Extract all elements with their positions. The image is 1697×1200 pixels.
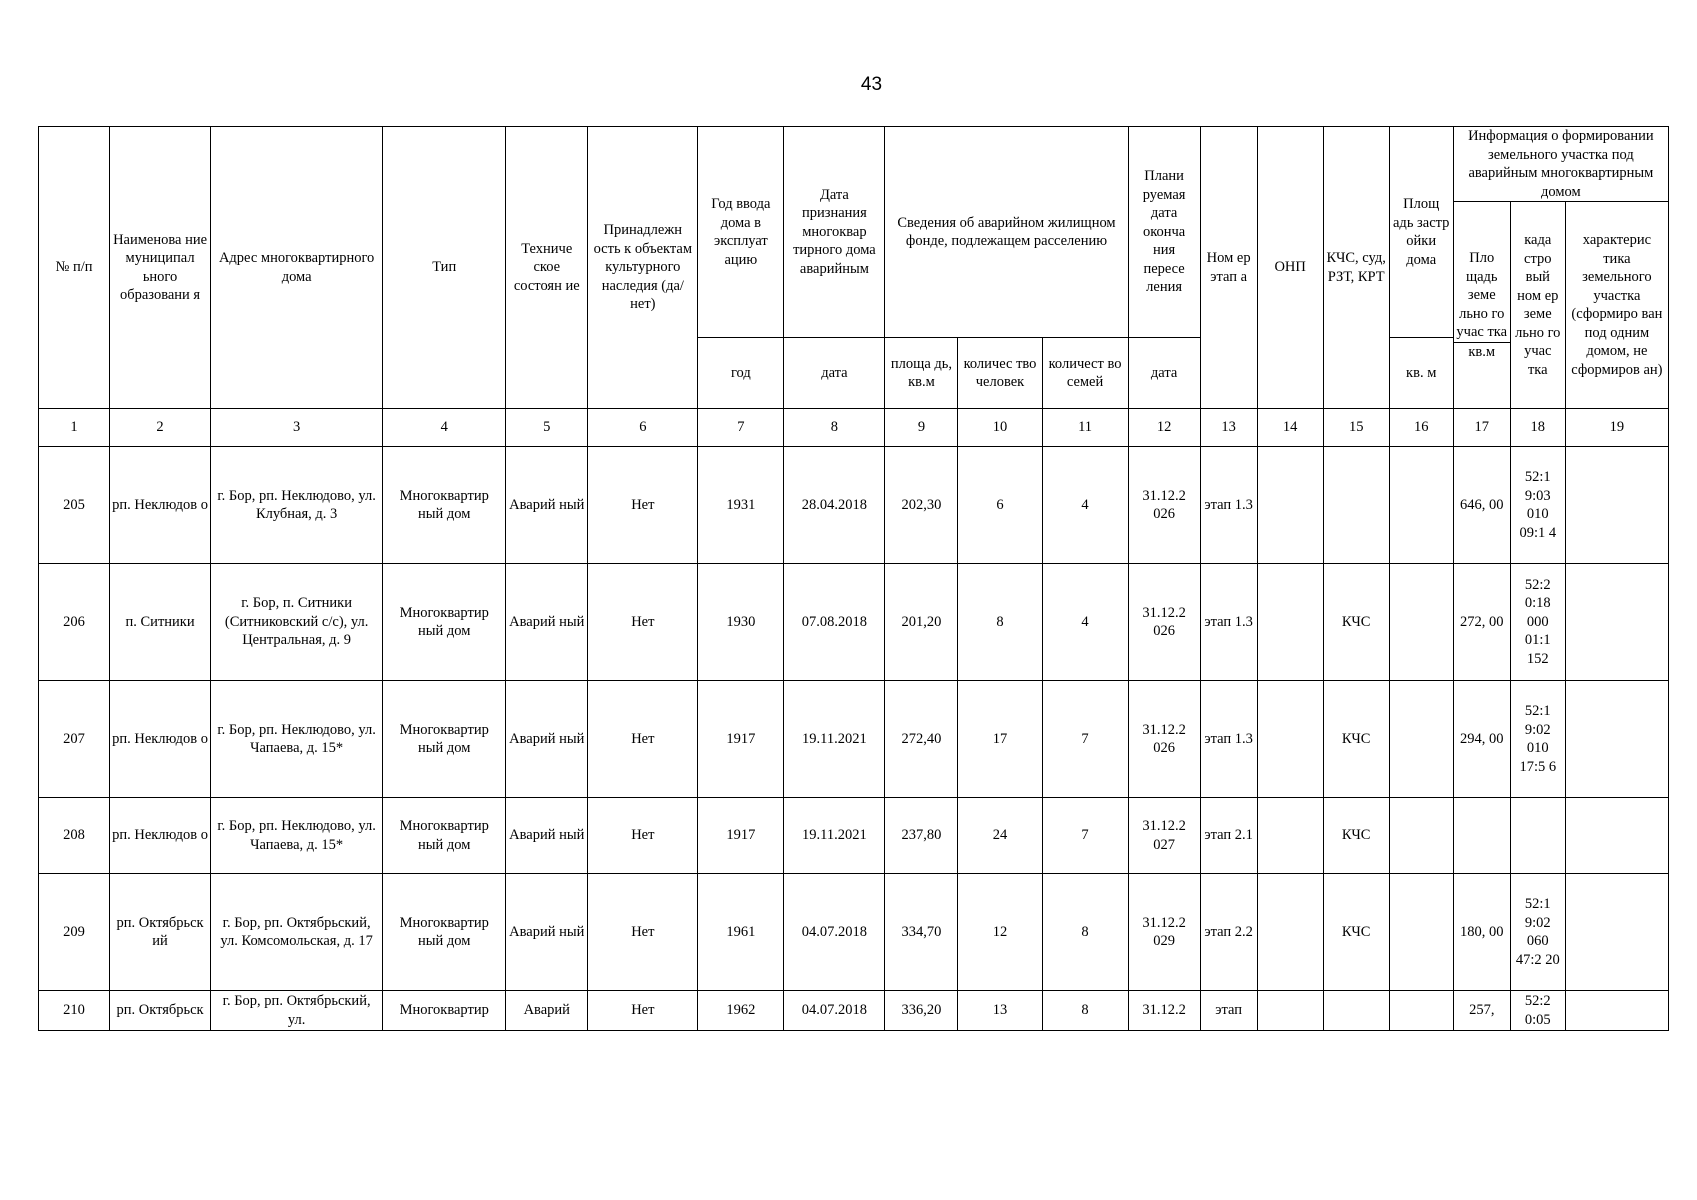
cell-land-area: 294, 00 <box>1453 681 1510 798</box>
table-body <box>39 409 1669 1031</box>
cell-land-area: 646, 00 <box>1453 447 1510 564</box>
cell-addr: г. Бор, рп. Неклюдово, ул. Клубная, д. 3 <box>211 447 383 564</box>
cell-cadastral: 52:1 9:02 060 47:2 20 <box>1510 874 1565 991</box>
cell-area: 201,20 <box>885 564 958 681</box>
subheader-area: площа дь, кв.м <box>885 338 958 409</box>
column-number: 4 <box>383 409 506 447</box>
cell-mo: рп. Неклюдов о <box>110 447 211 564</box>
cell-year: 1917 <box>698 681 784 798</box>
cell-kchs <box>1323 991 1389 1031</box>
cell-families: 4 <box>1042 447 1128 564</box>
cell-mo: рп. Неклюдов о <box>110 681 211 798</box>
cell-type: Многоквартир <box>383 991 506 1031</box>
cell-year: 1962 <box>698 991 784 1031</box>
cell-families: 8 <box>1042 874 1128 991</box>
table-row <box>39 991 1669 1031</box>
header-building-area: Площ адь застр ойки дома <box>1389 127 1453 338</box>
cell-date: 28.04.2018 <box>784 447 885 564</box>
cell-type: Многоквартир ный дом <box>383 564 506 681</box>
cell-kchs: КЧС <box>1323 874 1389 991</box>
cell-mo: рп. Октябрьск <box>110 991 211 1031</box>
cell-build-area <box>1389 991 1453 1031</box>
cell-heritage: Нет <box>588 681 698 798</box>
cell-cadastral: 52:1 9:02 010 17:5 6 <box>1510 681 1565 798</box>
cell-heritage: Нет <box>588 798 698 874</box>
table-row <box>39 798 1669 874</box>
cell-year: 1961 <box>698 874 784 991</box>
cell-state: Аварий ный <box>506 564 588 681</box>
cell-n: 205 <box>39 447 110 564</box>
cell-cadastral <box>1510 798 1565 874</box>
cell-stage: этап 1.3 <box>1200 447 1257 564</box>
header-number: № п/п <box>39 127 110 409</box>
header-stage: Ном ер этап а <box>1200 127 1257 409</box>
cell-build-area <box>1389 874 1453 991</box>
cell-build-area <box>1389 681 1453 798</box>
subheader-planned-date: дата <box>1128 338 1200 409</box>
cell-land-char <box>1565 991 1668 1031</box>
column-number: 18 <box>1510 409 1565 447</box>
column-number: 1 <box>39 409 110 447</box>
emergency-housing-table <box>38 126 1669 1031</box>
column-number: 3 <box>211 409 383 447</box>
cell-heritage: Нет <box>588 564 698 681</box>
column-number: 16 <box>1389 409 1453 447</box>
header-type: Тип <box>383 127 506 409</box>
cell-year: 1931 <box>698 447 784 564</box>
cell-area: 272,40 <box>885 681 958 798</box>
header-fund-info: Сведения об аварийном жилищном фонде, подлежащем расселению <box>885 127 1128 338</box>
cell-kchs: КЧС <box>1323 681 1389 798</box>
cell-area: 237,80 <box>885 798 958 874</box>
cell-stage: этап 2.1 <box>1200 798 1257 874</box>
cell-people: 17 <box>958 681 1042 798</box>
cell-land-area <box>1453 798 1510 874</box>
cell-area: 336,20 <box>885 991 958 1031</box>
cell-people: 13 <box>958 991 1042 1031</box>
table-row <box>39 447 1669 564</box>
cell-state: Аварий ный <box>506 447 588 564</box>
cell-state: Аварий ный <box>506 874 588 991</box>
column-number: 5 <box>506 409 588 447</box>
header-tech-state: Техниче ское состоян ие <box>506 127 588 409</box>
cell-heritage: Нет <box>588 447 698 564</box>
cell-date: 04.07.2018 <box>784 991 885 1031</box>
land-area-unit: кв.м <box>1454 342 1510 362</box>
header-land-area: Пло щадь земе льно го учас тка кв.м <box>1453 202 1510 409</box>
cell-n: 206 <box>39 564 110 681</box>
cell-land-char <box>1565 874 1668 991</box>
column-number: 8 <box>784 409 885 447</box>
cell-kchs: КЧС <box>1323 798 1389 874</box>
cell-state: Аварий ный <box>506 681 588 798</box>
cell-area: 334,70 <box>885 874 958 991</box>
header-onp: ОНП <box>1257 127 1323 409</box>
cell-n: 210 <box>39 991 110 1031</box>
cell-addr: г. Бор, рп. Неклюдово, ул. Чапаева, д. 15* <box>211 681 383 798</box>
cell-stage: этап <box>1200 991 1257 1031</box>
header-cadastral: када стро вый ном ер земе льно го учас тка <box>1510 202 1565 409</box>
column-number: 11 <box>1042 409 1128 447</box>
header-municipality: Наименова ние муниципал ьного образовани я <box>110 127 211 409</box>
header-land-info: Информация о формировании земельного участка под аварийным многоквартирным домом <box>1453 127 1668 202</box>
cell-onp <box>1257 681 1323 798</box>
cell-mo: п. Ситники <box>110 564 211 681</box>
cell-addr: г. Бор, п. Ситники (Ситниковский с/с), ул. Центральная, д. 9 <box>211 564 383 681</box>
cell-plan: 31.12.2 026 <box>1128 681 1200 798</box>
table-header <box>39 127 1669 409</box>
cell-plan: 31.12.2 026 <box>1128 564 1200 681</box>
cell-mo: рп. Октябрьск ий <box>110 874 211 991</box>
cell-stage: этап 2.2 <box>1200 874 1257 991</box>
cell-plan: 31.12.2 <box>1128 991 1200 1031</box>
table-row <box>39 874 1669 991</box>
cell-onp <box>1257 564 1323 681</box>
subheader-building-area-unit: кв. м <box>1389 338 1453 409</box>
header-heritage: Принадлежн ость к объектам культурного наследия (да/нет) <box>588 127 698 409</box>
cell-heritage: Нет <box>588 874 698 991</box>
cell-stage: этап 1.3 <box>1200 564 1257 681</box>
table-row <box>39 681 1669 798</box>
table-row <box>39 564 1669 681</box>
cell-cadastral: 52:1 9:03 010 09:1 4 <box>1510 447 1565 564</box>
subheader-people: количес тво человек <box>958 338 1042 409</box>
cell-date: 07.08.2018 <box>784 564 885 681</box>
cell-plan: 31.12.2 027 <box>1128 798 1200 874</box>
cell-plan: 31.12.2 029 <box>1128 874 1200 991</box>
subheader-families: количест во семей <box>1042 338 1128 409</box>
cell-plan: 31.12.2 026 <box>1128 447 1200 564</box>
cell-onp <box>1257 447 1323 564</box>
cell-date: 04.07.2018 <box>784 874 885 991</box>
cell-land-char <box>1565 681 1668 798</box>
cell-year: 1917 <box>698 798 784 874</box>
column-number: 2 <box>110 409 211 447</box>
cell-onp <box>1257 874 1323 991</box>
cell-n: 207 <box>39 681 110 798</box>
subheader-year: год <box>698 338 784 409</box>
header-recognition-date: Дата признания многоквар тирного дома аварийным <box>784 127 885 338</box>
cell-n: 208 <box>39 798 110 874</box>
cell-cadastral: 52:2 0:05 <box>1510 991 1565 1031</box>
cell-stage: этап 1.3 <box>1200 681 1257 798</box>
page-number: 43 <box>860 74 883 95</box>
column-number: 17 <box>1453 409 1510 447</box>
cell-people: 8 <box>958 564 1042 681</box>
cell-people: 6 <box>958 447 1042 564</box>
cell-state: Аварий ный <box>506 798 588 874</box>
cell-area: 202,30 <box>885 447 958 564</box>
cell-type: Многоквартир ный дом <box>383 681 506 798</box>
header-kchs: КЧС, суд, РЗТ, КРТ <box>1323 127 1389 409</box>
cell-land-area: 272, 00 <box>1453 564 1510 681</box>
cell-kchs <box>1323 447 1389 564</box>
cell-cadastral: 52:2 0:18 000 01:1 152 <box>1510 564 1565 681</box>
cell-land-area: 180, 00 <box>1453 874 1510 991</box>
header-planned-date: Плани руемая дата оконча ния пересе ления <box>1128 127 1200 338</box>
cell-onp <box>1257 798 1323 874</box>
cell-families: 7 <box>1042 798 1128 874</box>
cell-n: 209 <box>39 874 110 991</box>
cell-land-area: 257, <box>1453 991 1510 1031</box>
subheader-date: дата <box>784 338 885 409</box>
cell-onp <box>1257 991 1323 1031</box>
cell-build-area <box>1389 447 1453 564</box>
cell-land-char <box>1565 798 1668 874</box>
column-number: 10 <box>958 409 1042 447</box>
cell-families: 4 <box>1042 564 1128 681</box>
column-number: 14 <box>1257 409 1323 447</box>
column-number: 9 <box>885 409 958 447</box>
column-number: 6 <box>588 409 698 447</box>
cell-mo: рп. Неклюдов о <box>110 798 211 874</box>
cell-addr: г. Бор, рп. Неклюдово, ул. Чапаева, д. 15* <box>211 798 383 874</box>
cell-type: Многоквартир ный дом <box>383 874 506 991</box>
column-number: 12 <box>1128 409 1200 447</box>
cell-heritage: Нет <box>588 991 698 1031</box>
column-number: 13 <box>1200 409 1257 447</box>
column-number: 7 <box>698 409 784 447</box>
column-number: 15 <box>1323 409 1389 447</box>
header-address: Адрес многоквартирного дома <box>211 127 383 409</box>
cell-type: Многоквартир ный дом <box>383 798 506 874</box>
cell-people: 12 <box>958 874 1042 991</box>
cell-families: 8 <box>1042 991 1128 1031</box>
cell-date: 19.11.2021 <box>784 798 885 874</box>
cell-build-area <box>1389 564 1453 681</box>
cell-type: Многоквартир ный дом <box>383 447 506 564</box>
header-year: Год ввода дома в эксплуат ацию <box>698 127 784 338</box>
cell-families: 7 <box>1042 681 1128 798</box>
cell-land-char <box>1565 447 1668 564</box>
column-number: 19 <box>1565 409 1668 447</box>
cell-state: Аварий <box>506 991 588 1031</box>
cell-land-char <box>1565 564 1668 681</box>
header-land-characteristic: характерис тика земельного участка (сформиро ван под одним домом, не сформиров ан) <box>1565 202 1668 409</box>
cell-date: 19.11.2021 <box>784 681 885 798</box>
cell-addr: г. Бор, рп. Октябрьский, ул. Комсомольская, д. 17 <box>211 874 383 991</box>
cell-kchs: КЧС <box>1323 564 1389 681</box>
cell-addr: г. Бор, рп. Октябрьский, ул. <box>211 991 383 1031</box>
cell-build-area <box>1389 798 1453 874</box>
cell-people: 24 <box>958 798 1042 874</box>
cell-year: 1930 <box>698 564 784 681</box>
